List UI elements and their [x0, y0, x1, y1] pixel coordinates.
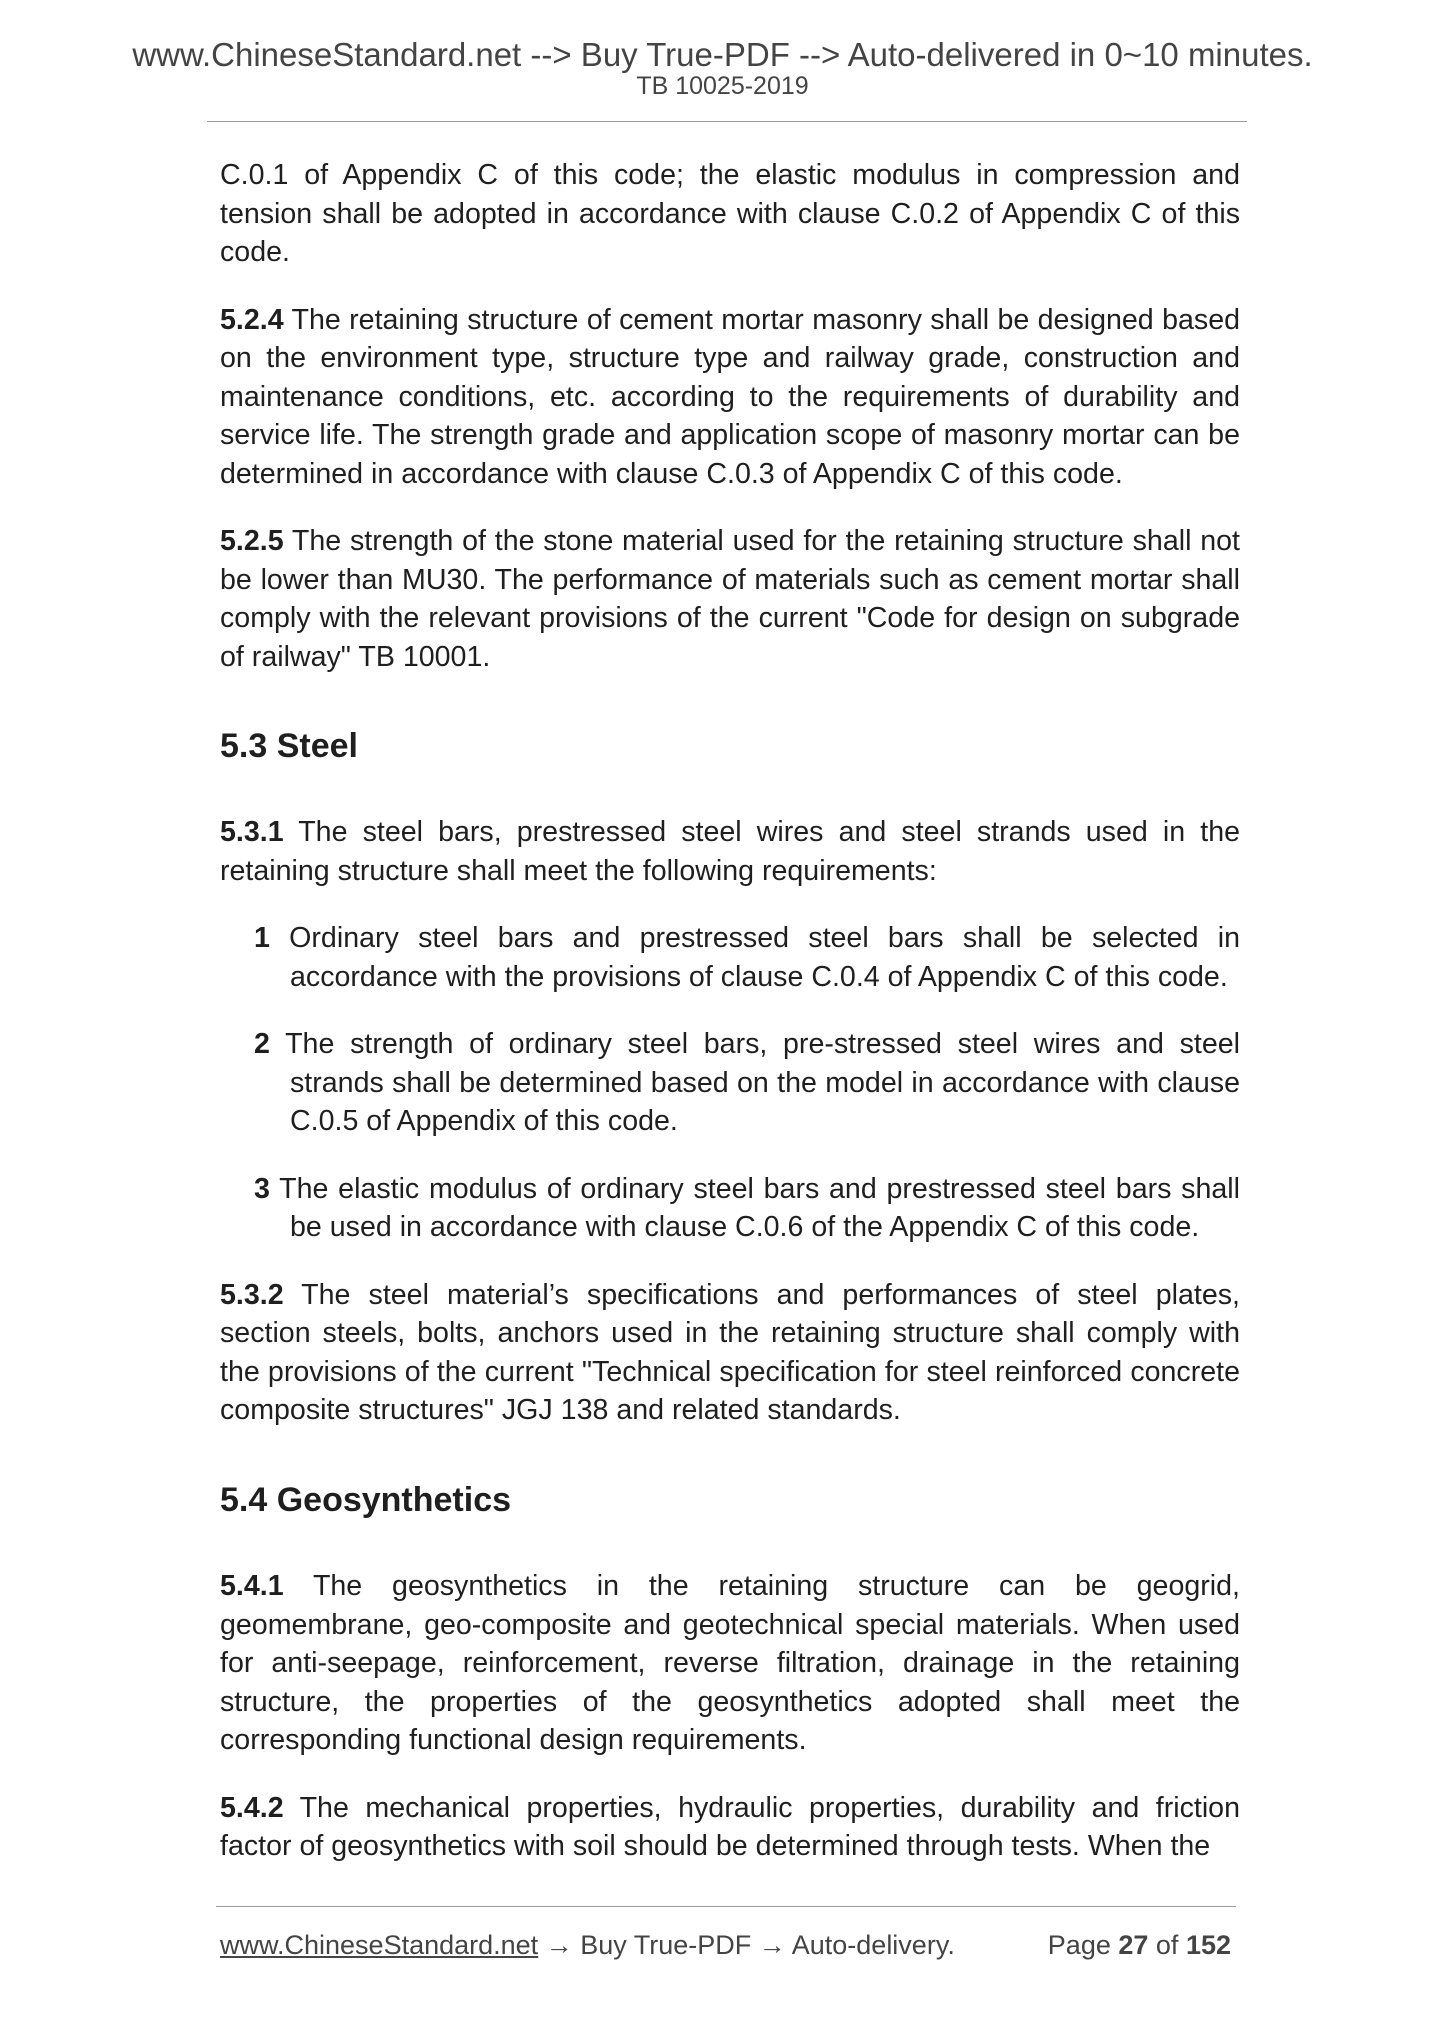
- clause-5-2-4: [220, 301, 1240, 494]
- section-heading-steel: 5.3 Steel: [220, 727, 358, 765]
- clause-text: The geosynthetics in the retaining structure can be geogrid, geomembrane, geo-composite and geotechnical special materials. When used for anti-seepage, reinforcement, reverse filtration, drainage in the retaining structure, the properties of the geosynthetics adopted shall meet the corresponding functional design requirements.: [220, 1570, 1240, 1757]
- document-code: TB 10025-2019: [636, 72, 809, 100]
- clause-5-3-2: [220, 1276, 1240, 1430]
- footer-tagline: → Buy True-PDF → Auto-delivery.: [538, 1930, 955, 1960]
- list-item-number: 3: [254, 1172, 270, 1205]
- page-label: Page: [1047, 1930, 1119, 1960]
- clause-text: The steel bars, prestressed steel wires and steel strands used in the retaining structure shall meet the following requirements:: [220, 816, 1240, 887]
- clause-number: 5.3.2: [220, 1278, 284, 1311]
- clause-5-4-1: [220, 1567, 1240, 1760]
- list-item: [254, 919, 1240, 996]
- list-item: [254, 1025, 1240, 1141]
- section-heading-geosynthetics: 5.4 Geosynthetics: [220, 1480, 512, 1519]
- list-item-text: The strength of ordinary steel bars, pre-stressed steel wires and steel strands shall be determined based on the model in accordance with clause C.0.5 of Appendix of this code.: [269, 1028, 1240, 1138]
- footer-left: [220, 1930, 955, 1961]
- clause-number: 5.2.5: [220, 525, 284, 557]
- clause-text: The strength of the stone material used for the retaining structure shall not be lower than MU30. The performance of materials such as cement mortar shall comply with the relevant provisions of the current "Code for design on subgrade of railway" TB 10001.: [220, 525, 1240, 673]
- header-banner: www.ChineseStandard.net --> Buy True-PDF --> Auto-delivered in 0~10 minutes.: [132, 36, 1313, 73]
- clause-number: 5.2.4: [220, 303, 284, 336]
- list-item-text: Ordinary steel bars and prestressed steel bars shall be selected in accordance with the provisions of clause C.0.4 of Appendix C of this code.: [269, 922, 1240, 993]
- clause-5-4-2: [220, 1789, 1240, 1866]
- page-of: of: [1148, 1930, 1186, 1960]
- list-item-number: 2: [254, 1028, 270, 1061]
- list-item: [254, 1170, 1240, 1247]
- list-item-text: The elastic modulus of ordinary steel bars and prestressed steel bars shall be used in accordance with clause C.0.6 of the Appendix C of this code.: [269, 1172, 1240, 1244]
- footer-divider: [216, 1906, 1236, 1907]
- clause-text: The retaining structure of cement mortar masonry shall be designed based on the environment type, structure type and railway grade, construction and maintenance conditions, etc. according to the requirements of durability and service life. The strength grade and application scope of masonry mortar can be determined in accordance with clause C.0.3 of Appendix C of this code.: [220, 303, 1240, 490]
- clause-5-2-5: [220, 522, 1240, 676]
- header-divider: [207, 121, 1247, 122]
- requirement-list: [254, 919, 1240, 1247]
- page-indicator: [1048, 1930, 1231, 1961]
- clause-number: 5.3.1: [220, 816, 284, 849]
- current-page: 27: [1118, 1930, 1149, 1960]
- paragraph-continued: C.0.1 of Appendix C of this code; the elastic modulus in compression and tension shall be adopted in accordance with clause C.0.2 of Appendix C of this code.: [220, 159, 1240, 268]
- list-item-number: 1: [254, 922, 270, 955]
- total-pages: 152: [1185, 1930, 1231, 1960]
- clause-text: The steel material’s specifications and performances of steel plates, section steels, bolts, anchors used in the retaining structure shall comply with the provisions of the current "Technical specification for steel reinforced concrete composite structures" JGJ 138 and related standards.: [220, 1278, 1240, 1427]
- page-content: [220, 156, 1240, 1895]
- clause-text: The mechanical properties, hydraulic properties, durability and friction factor of geosynthetics with soil should be determined through tests. When the: [220, 1791, 1240, 1863]
- clause-number: 5.4.1: [220, 1570, 284, 1603]
- clause-5-3-1: [220, 813, 1240, 890]
- footer-site-link[interactable]: www.ChineseStandard.net: [220, 1930, 539, 1960]
- clause-number: 5.4.2: [220, 1791, 284, 1824]
